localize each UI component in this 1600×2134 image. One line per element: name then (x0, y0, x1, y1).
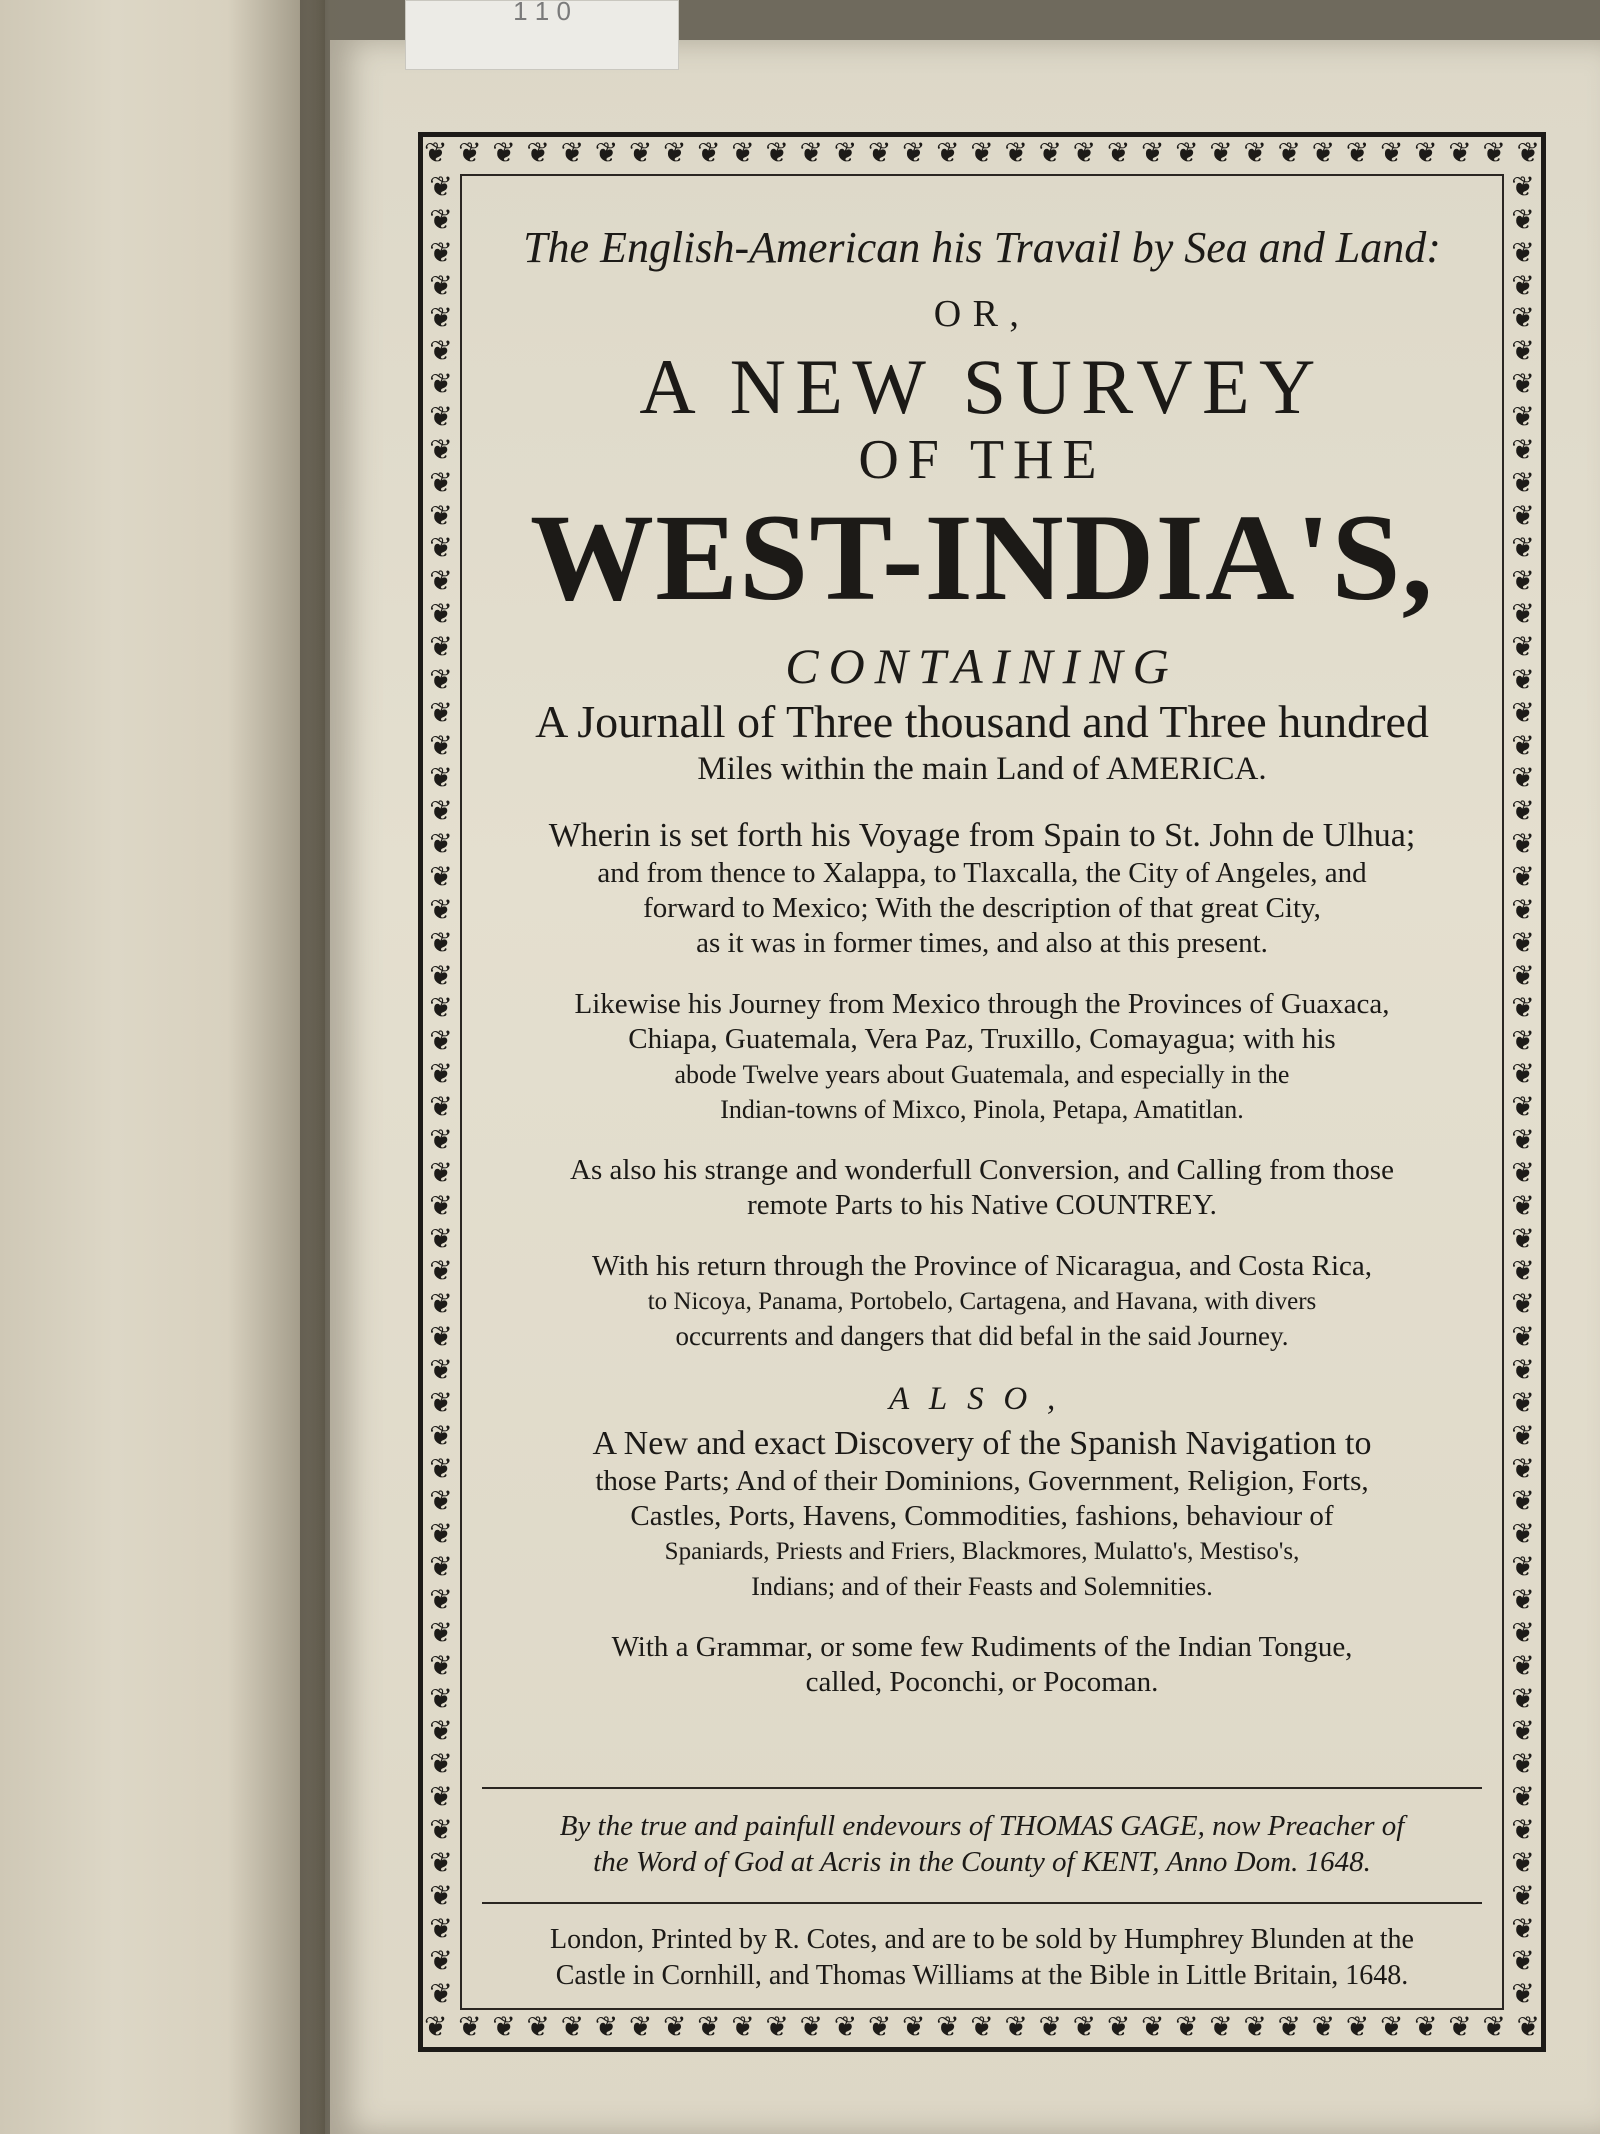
paragraph-line: Likewise his Journey from Mexico through the Provinces of Guaxaca, (574, 988, 1390, 1020)
fleuron-icon: ❦ (1511, 1190, 1535, 1222)
fleuron-icon: ❦ (429, 664, 453, 696)
fleuron-icon: ❦ (429, 566, 453, 598)
fleuron-icon: ❦ (1004, 2012, 1028, 2043)
new-survey-heading: A NEW SURVEY (639, 343, 1325, 430)
fleuron-icon: ❦ (1511, 1256, 1535, 1288)
fleuron-icon: ❦ (429, 927, 453, 959)
west-indias-heading: WEST-INDIA'S, (530, 489, 1434, 626)
fleuron-icon: ❦ (799, 138, 824, 169)
fleuron-icon: ❦ (429, 204, 453, 236)
imprint (470, 1922, 1494, 1994)
fleuron-icon: ❦ (429, 1814, 453, 1846)
paragraph-line: With a Grammar, or some few Rudiments of the Indian Tongue, (611, 1631, 1353, 1663)
miles-line: Miles within the main Land of AMERICA. (697, 751, 1267, 787)
fleuron-icon: ❦ (1277, 138, 1301, 169)
fleuron-icon: ❦ (526, 2012, 550, 2043)
paragraph-line: With his return through the Province of Nicaragua, and Costa Rica, (591, 1250, 1372, 1282)
paragraph-voyage (470, 816, 1494, 961)
fleuron-icon: ❦ (867, 138, 892, 169)
fleuron-icon: ❦ (1511, 369, 1535, 401)
fleuron-icon: ❦ (867, 2012, 892, 2043)
paragraph-line: Chiapa, Guatemala, Vera Paz, Truxillo, Comayagua; with his (628, 1023, 1336, 1055)
fleuron-icon: ❦ (970, 2012, 994, 2043)
fleuron-icon: ❦ (833, 2012, 858, 2043)
paragraph-line: those Parts; And of their Dominions, Government, Religion, Forts, (595, 1465, 1369, 1497)
paragraph-line: Indian-towns of Mixco, Pinola, Petapa, Amatitlan. (720, 1095, 1244, 1124)
fleuron-icon: ❦ (429, 1617, 453, 1649)
fleuron-icon: ❦ (1209, 2012, 1233, 2043)
fleuron-icon: ❦ (429, 1026, 453, 1058)
paragraph-line: Wherin is set forth his Voyage from Spain to St. John de Ulhua; (548, 817, 1416, 854)
ornament-row-bottom (424, 2012, 1540, 2046)
fleuron-icon: ❦ (1511, 1683, 1535, 1715)
fleuron-icon: ❦ (1511, 303, 1535, 335)
paragraph-line: remote Parts to his Native COUNTREY. (747, 1189, 1217, 1221)
fleuron-icon: ❦ (429, 1946, 453, 1978)
or-line: OR, (933, 293, 1031, 335)
fleuron-icon: ❦ (1511, 1059, 1535, 1091)
fleuron-icon: ❦ (429, 829, 453, 861)
fleuron-icon: ❦ (429, 1322, 453, 1354)
fleuron-icon: ❦ (697, 2012, 721, 2043)
fleuron-icon: ❦ (1311, 138, 1336, 169)
fleuron-icon: ❦ (1345, 138, 1370, 169)
fleuron-icon: ❦ (560, 2012, 585, 2043)
paragraph-line: to Nicoya, Panama, Portobelo, Cartagena, and Havana, with divers (647, 1288, 1317, 1315)
fleuron-icon: ❦ (429, 1354, 453, 1386)
fleuron-icon: ❦ (1511, 697, 1535, 729)
fleuron-icon: ❦ (429, 1749, 453, 1781)
fleuron-icon: ❦ (594, 138, 619, 169)
fleuron-icon: ❦ (1511, 1946, 1535, 1978)
fleuron-icon: ❦ (1414, 138, 1438, 169)
fleuron-icon: ❦ (429, 270, 453, 302)
paragraph-line: forward to Mexico; With the description of that great City, (643, 892, 1321, 924)
fleuron-icon: ❦ (429, 1157, 453, 1189)
fleuron-icon: ❦ (1243, 2012, 1267, 2043)
fleuron-icon: ❦ (1277, 2012, 1301, 2043)
fleuron-icon: ❦ (1511, 237, 1535, 269)
fleuron-icon: ❦ (1511, 1354, 1535, 1386)
fleuron-icon: ❦ (429, 1453, 453, 1485)
fleuron-icon: ❦ (1511, 632, 1535, 664)
fleuron-icon: ❦ (901, 2012, 926, 2043)
fleuron-icon: ❦ (936, 138, 960, 169)
fleuron-icon: ❦ (429, 1716, 453, 1748)
also-line: ALSO, (888, 1381, 1076, 1417)
horizontal-rule (482, 1902, 1482, 1904)
fleuron-icon: ❦ (594, 2012, 619, 2043)
fleuron-icon: ❦ (1345, 2012, 1370, 2043)
fleuron-icon: ❦ (429, 1650, 453, 1682)
author-line: the Word of God at Acris in the County of KENT, Anno Dom. 1648. (593, 1846, 1371, 1878)
fleuron-icon: ❦ (1511, 172, 1535, 203)
fleuron-icon: ❦ (1038, 138, 1062, 169)
fleuron-icon: ❦ (429, 993, 453, 1025)
fleuron-icon: ❦ (429, 1223, 453, 1255)
fleuron-icon: ❦ (1511, 599, 1535, 631)
fleuron-icon: ❦ (1511, 730, 1535, 762)
fleuron-icon: ❦ (1511, 1322, 1535, 1354)
fleuron-icon: ❦ (1511, 1749, 1535, 1781)
fleuron-icon: ❦ (1511, 1617, 1535, 1649)
fleuron-icon: ❦ (1511, 1650, 1535, 1682)
paragraph-conversion (470, 1153, 1494, 1223)
fleuron-icon: ❦ (1511, 1584, 1535, 1616)
fleuron-icon: ❦ (1516, 138, 1540, 169)
fleuron-icon: ❦ (429, 1289, 453, 1321)
fleuron-icon: ❦ (429, 763, 453, 795)
fleuron-icon: ❦ (1511, 1124, 1535, 1156)
fleuron-icon: ❦ (1511, 993, 1535, 1025)
fleuron-icon: ❦ (799, 2012, 824, 2043)
imprint-line: Castle in Cornhill, and Thomas Williams at the Bible in Little Britain, 1648. (555, 1960, 1409, 1991)
fleuron-icon: ❦ (429, 632, 453, 664)
fleuron-icon: ❦ (1175, 2012, 1199, 2043)
fleuron-icon: ❦ (429, 1552, 453, 1584)
fleuron-icon: ❦ (1511, 1092, 1535, 1124)
paragraph-line: Indians; and of their Feasts and Solemnities. (751, 1572, 1213, 1601)
paragraph-line: Castles, Ports, Havens, Commodities, fashions, behaviour of (630, 1500, 1334, 1532)
fleuron-icon: ❦ (429, 1880, 453, 1912)
fleuron-icon: ❦ (1209, 138, 1233, 169)
fleuron-icon: ❦ (901, 138, 926, 169)
fleuron-icon: ❦ (429, 1847, 453, 1879)
fleuron-icon: ❦ (429, 533, 453, 565)
fleuron-icon: ❦ (1511, 927, 1535, 959)
fleuron-icon: ❦ (424, 138, 448, 169)
paragraph-line: As also his strange and wonderfull Conversion, and Calling from those (570, 1154, 1394, 1186)
paragraph-line: A New and exact Discovery of the Spanish Navigation to (592, 1425, 1372, 1462)
fleuron-icon: ❦ (1511, 1552, 1535, 1584)
fleuron-icon: ❦ (1311, 2012, 1336, 2043)
fleuron-icon: ❦ (765, 138, 789, 169)
fleuron-icon: ❦ (1511, 500, 1535, 532)
fleuron-icon: ❦ (429, 1913, 453, 1945)
fleuron-icon: ❦ (429, 237, 453, 269)
fleuron-icon: ❦ (429, 862, 453, 894)
paragraph-journey (470, 987, 1494, 1127)
fleuron-icon: ❦ (1511, 1716, 1535, 1748)
paper-slip: 1 1 0 (405, 0, 679, 70)
fleuron-icon: ❦ (1414, 2012, 1438, 2043)
fleuron-icon: ❦ (1511, 1486, 1535, 1518)
imprint-line: London, Printed by R. Cotes, and are to be sold by Humphrey Blunden at the (550, 1924, 1414, 1955)
fleuron-icon: ❦ (429, 599, 453, 631)
fleuron-icon: ❦ (1175, 138, 1199, 169)
fleuron-icon: ❦ (1511, 1847, 1535, 1879)
fleuron-icon: ❦ (1511, 1913, 1535, 1945)
fleuron-icon: ❦ (1511, 1979, 1535, 2011)
subtitle-line: The English-American his Travail by Sea and Land: (523, 223, 1441, 272)
fleuron-icon: ❦ (1072, 138, 1097, 169)
fleuron-icon: ❦ (429, 303, 453, 335)
ornament-column-right (1506, 172, 1540, 2012)
author-line: By the true and painfull endevours of THOMAS GAGE, now Preacher of (559, 1810, 1405, 1842)
fleuron-icon: ❦ (429, 894, 453, 926)
fleuron-icon: ❦ (697, 138, 721, 169)
fleuron-icon: ❦ (1511, 336, 1535, 368)
fleuron-icon: ❦ (1511, 270, 1535, 302)
containing-heading: CONTAINING (785, 638, 1179, 694)
fleuron-icon: ❦ (429, 1387, 453, 1419)
fleuron-icon: ❦ (429, 1519, 453, 1551)
fleuron-icon: ❦ (429, 500, 453, 532)
fleuron-icon: ❦ (936, 2012, 960, 2043)
journall-line: A Journall of Three thousand and Three hundred (535, 696, 1429, 747)
fleuron-icon: ❦ (429, 730, 453, 762)
fleuron-icon: ❦ (560, 138, 585, 169)
paragraph-line: and from thence to Xalappa, to Tlaxcalla, the City of Angeles, and (597, 857, 1367, 889)
fleuron-icon: ❦ (429, 1420, 453, 1452)
fleuron-icon: ❦ (1511, 829, 1535, 861)
fleuron-icon: ❦ (1038, 2012, 1062, 2043)
fleuron-icon: ❦ (429, 467, 453, 499)
fleuron-icon: ❦ (731, 2012, 755, 2043)
fleuron-icon: ❦ (1482, 138, 1506, 169)
fleuron-icon: ❦ (1106, 138, 1131, 169)
fleuron-icon: ❦ (662, 2012, 687, 2043)
fleuron-icon: ❦ (1511, 533, 1535, 565)
fleuron-icon: ❦ (1140, 138, 1165, 169)
fleuron-icon: ❦ (429, 336, 453, 368)
fleuron-icon: ❦ (1448, 138, 1472, 169)
fleuron-icon: ❦ (1448, 2012, 1472, 2043)
fleuron-icon: ❦ (429, 960, 453, 992)
of-the-heading: OF THE (858, 429, 1106, 491)
fleuron-icon: ❦ (1511, 1880, 1535, 1912)
fleuron-icon: ❦ (429, 1486, 453, 1518)
fleuron-icon: ❦ (429, 1256, 453, 1288)
fleuron-icon: ❦ (628, 2012, 653, 2043)
fleuron-icon: ❦ (1511, 763, 1535, 795)
paragraph-return (470, 1249, 1494, 1354)
fleuron-icon: ❦ (1511, 664, 1535, 696)
fleuron-icon: ❦ (429, 1584, 453, 1616)
fleuron-icon: ❦ (1511, 402, 1535, 434)
fleuron-icon: ❦ (429, 1782, 453, 1814)
fleuron-icon: ❦ (1511, 566, 1535, 598)
fleuron-icon: ❦ (429, 1092, 453, 1124)
paragraph-discovery (470, 1424, 1494, 1604)
fleuron-icon: ❦ (765, 2012, 789, 2043)
fleuron-icon: ❦ (1511, 960, 1535, 992)
fleuron-icon: ❦ (1004, 138, 1028, 169)
fleuron-icon: ❦ (1511, 1223, 1535, 1255)
fleuron-icon: ❦ (662, 138, 687, 169)
horizontal-rule (482, 1787, 1482, 1789)
fleuron-icon: ❦ (1072, 2012, 1097, 2043)
fleuron-icon: ❦ (492, 138, 516, 169)
fleuron-icon: ❦ (429, 1059, 453, 1091)
fleuron-icon: ❦ (1511, 434, 1535, 466)
fleuron-icon: ❦ (1511, 894, 1535, 926)
fleuron-icon: ❦ (1511, 862, 1535, 894)
fleuron-icon: ❦ (1511, 1453, 1535, 1485)
fleuron-icon: ❦ (429, 434, 453, 466)
fleuron-icon: ❦ (1511, 1157, 1535, 1189)
paragraph-line: Spaniards, Priests and Friers, Blackmores, Mulatto's, Mestiso's, (664, 1538, 1300, 1565)
left-page (0, 0, 325, 2134)
fleuron-icon: ❦ (1511, 1782, 1535, 1814)
fleuron-icon: ❦ (1511, 1420, 1535, 1452)
fleuron-icon: ❦ (429, 1190, 453, 1222)
fleuron-icon: ❦ (1511, 1814, 1535, 1846)
fleuron-icon: ❦ (492, 2012, 516, 2043)
fleuron-icon: ❦ (1511, 204, 1535, 236)
author-statement (470, 1808, 1494, 1880)
paragraph-line: abode Twelve years about Guatemala, and especially in the (674, 1060, 1290, 1089)
fleuron-icon: ❦ (429, 1683, 453, 1715)
fleuron-icon: ❦ (429, 172, 453, 203)
fleuron-icon: ❦ (1140, 2012, 1165, 2043)
fleuron-icon: ❦ (1511, 467, 1535, 499)
fleuron-icon: ❦ (1511, 1289, 1535, 1321)
paragraph-line: as it was in former times, and also at this present. (696, 927, 1268, 959)
paragraph-grammar (470, 1630, 1494, 1700)
fleuron-icon: ❦ (429, 402, 453, 434)
fleuron-icon: ❦ (1106, 2012, 1131, 2043)
fleuron-icon: ❦ (429, 1124, 453, 1156)
fleuron-icon: ❦ (628, 138, 653, 169)
fleuron-icon: ❦ (429, 1979, 453, 2011)
fleuron-icon: ❦ (731, 138, 755, 169)
paragraph-line: occurrents and dangers that did befal in the said Journey. (675, 1321, 1289, 1351)
fleuron-icon: ❦ (458, 2012, 482, 2043)
fleuron-icon: ❦ (458, 138, 482, 169)
fleuron-icon: ❦ (424, 2012, 448, 2043)
fleuron-icon: ❦ (526, 138, 550, 169)
ornament-row-top (424, 138, 1540, 172)
fleuron-icon: ❦ (1243, 138, 1267, 169)
fleuron-icon: ❦ (1379, 138, 1404, 169)
fleuron-icon: ❦ (1379, 2012, 1404, 2043)
fleuron-icon: ❦ (1511, 1026, 1535, 1058)
fleuron-icon: ❦ (833, 138, 858, 169)
ornament-column-left (424, 172, 458, 2012)
fleuron-icon: ❦ (1511, 796, 1535, 828)
fleuron-icon: ❦ (1482, 2012, 1506, 2043)
fleuron-icon: ❦ (1511, 1387, 1535, 1419)
fleuron-icon: ❦ (429, 796, 453, 828)
fleuron-icon: ❦ (429, 369, 453, 401)
fleuron-icon: ❦ (970, 138, 994, 169)
paragraph-line: called, Poconchi, or Pocoman. (805, 1666, 1159, 1698)
fleuron-icon: ❦ (1516, 2012, 1540, 2043)
fleuron-icon: ❦ (1511, 1519, 1535, 1551)
title-text-block (470, 200, 1494, 1700)
fleuron-icon: ❦ (429, 697, 453, 729)
